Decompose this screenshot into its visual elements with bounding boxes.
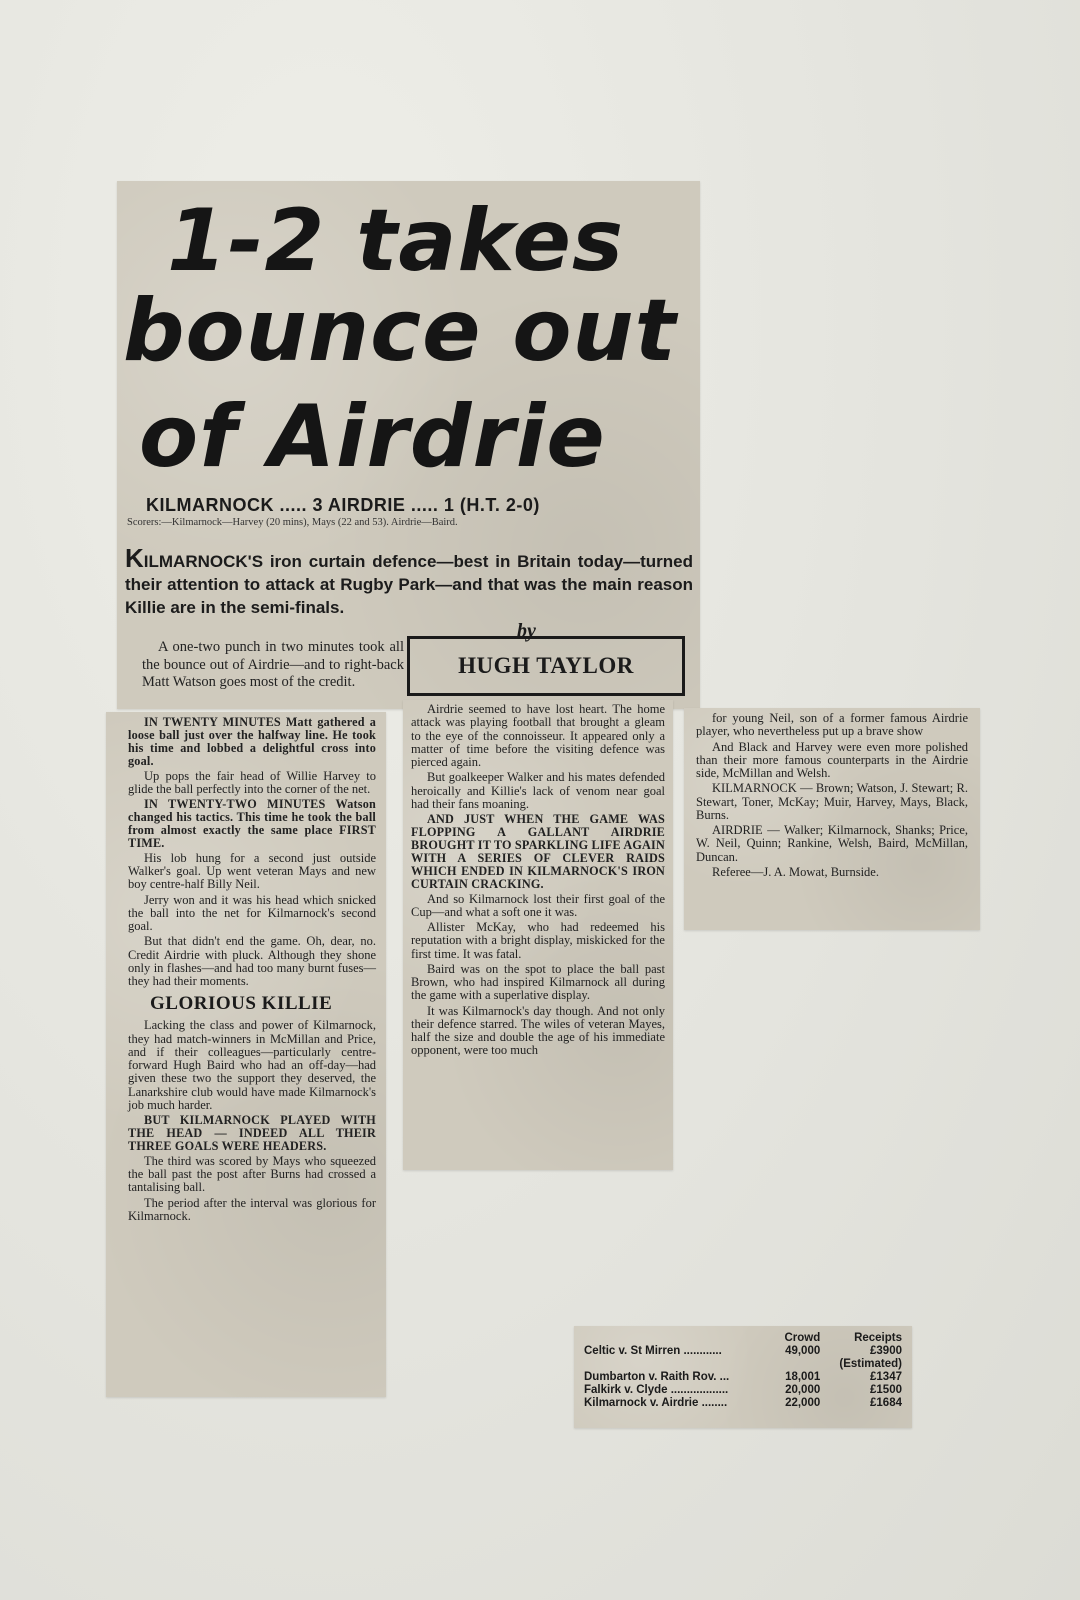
article-paragraph: The period after the interval was glorious for Kilmarnock. xyxy=(128,1195,376,1223)
crowd-receipts-table xyxy=(584,1332,902,1410)
article-paragraph: AND JUST WHEN THE GAME WAS FLOPPING A GALLANT AIRDRIE BROUGHT IT TO SPARKLING LIFE AGAIN WITH A SERIES OF CLEVER RAIDS WHICH ENDED IN KILMARNOCK'S IRON CURTAIN CRACKING. xyxy=(411,812,665,891)
table-row xyxy=(584,1345,902,1358)
article-paragraph: A one-two punch in two minutes took all the bounce out of Airdrie—and to right-back Matt Watson goes most of the credit. xyxy=(142,639,404,691)
receipts-cell: £1500 xyxy=(870,1384,902,1396)
article-paragraph: And Black and Harvey were even more polished than their more famous counterparts in the Airdrie side, McMillan and Welsh. xyxy=(696,739,968,780)
crowd-cell: 49,000 xyxy=(785,1345,821,1357)
article-paragraph: It was Kilmarnock's day though. And not only their defence starred. The wiles of veteran Mayes, half the size and double the age of his immediate opponent, were too much xyxy=(411,1003,665,1058)
table-row xyxy=(584,1358,902,1371)
article-paragraph: Up pops the fair head of Willie Harvey to glide the ball perfectly into the corner of the net. xyxy=(128,768,376,796)
article-paragraph: Jerry won and it was his head which snicked the ball into the net for Kilmarnock's second goal. xyxy=(128,892,376,934)
byline-by: by xyxy=(517,620,536,642)
receipts-cell: £1684 xyxy=(870,1397,902,1409)
article-paragraph: for young Neil, son of a former famous Airdrie player, who nevertheless put up a brave show xyxy=(696,711,968,739)
crowd-cell xyxy=(774,1358,821,1371)
headline-line-3: of Airdrie xyxy=(139,387,606,487)
match-cell: Celtic v. St Mirren ............ xyxy=(584,1345,722,1357)
article-paragraph: Lacking the class and power of Kilmarnock, they had match-winners in McMillan and Price, and if their colleagues—particularly centre-forward Hugh Baird who had an off-day—had given these two the support they deserved, the Lanarkshire club would have made Kilmarnock's job much harder. xyxy=(128,1018,376,1112)
crowd-cell: 22,000 xyxy=(785,1397,821,1409)
table-row xyxy=(584,1384,902,1397)
intro-dropcap: K xyxy=(125,543,144,573)
scorers-line: Scorers:—Kilmarnock—Harvey (20 mins), Mays (22 and 53). Airdrie—Baird. xyxy=(127,517,458,528)
lineup-kilmarnock: KILMARNOCK — Brown; Watson, J. Stewart; R. Stewart, Toner, McKay; Muir, Harvey, Mays, Black, Burns. xyxy=(696,781,968,822)
intro-paragraph xyxy=(125,543,693,619)
crowd-cell: 20,000 xyxy=(785,1384,821,1396)
intro-text: ILMARNOCK'S iron curtain defence—best in Britain today—turned their attention to attack at Rugby Park—and that was the main reason Killie are in the semi-finals. xyxy=(125,552,693,617)
article-paragraph: His lob hung for a second just outside Walker's goal. Up went veteran Mays and new boy centre-half Billy Neil. xyxy=(128,850,376,892)
table-row xyxy=(584,1397,902,1410)
match-cell xyxy=(584,1358,774,1371)
lineup-airdrie: AIRDRIE — Walker; Kilmarnock, Shanks; Price, W. Neil, Quinn; Rankine, Welsh, Baird, McMillan, Duncan. xyxy=(696,823,968,864)
article-paragraph: And so Kilmarnock lost their first goal of the Cup—and what a soft one it was. xyxy=(411,891,665,919)
match-cell: Falkirk v. Clyde .................. xyxy=(584,1384,729,1396)
article-column-3 xyxy=(684,708,980,930)
header-crowd: Crowd xyxy=(784,1332,821,1344)
crowd-receipts-clipping xyxy=(574,1326,912,1428)
article-paragraph: IN TWENTY MINUTES Matt gathered a loose ball just over the halfway line. He took his time and lobbed a delightful cross into goal. xyxy=(128,715,376,768)
article-paragraph: IN TWENTY-TWO MINUTES Watson changed his tactics. This time he took the ball from almost exactly the same place FIRST TIME. xyxy=(128,797,376,850)
match-cell: Kilmarnock v. Airdrie ........ xyxy=(584,1397,728,1409)
article-paragraph: Allister McKay, who had redeemed his reputation with a bright display, miskicked for the first time. It was fatal. xyxy=(411,920,665,961)
byline-author: HUGH TAYLOR xyxy=(407,636,685,696)
receipts-cell: (Estimated) xyxy=(839,1358,902,1370)
receipts-cell: £3900 xyxy=(870,1345,902,1357)
article-column-2 xyxy=(403,700,673,1170)
referee-line: Referee—J. A. Mowat, Burnside. xyxy=(712,864,879,879)
match-cell: Dumbarton v. Raith Rov. ... xyxy=(584,1371,730,1383)
article-paragraph: But that didn't end the game. Oh, dear, no. Credit Airdrie with pluck. Although they shone only in flashes—and had too many burnt fuses—they had their moments. xyxy=(128,934,376,989)
subhead: GLORIOUS KILLIE xyxy=(150,993,333,1015)
header-receipts: Receipts xyxy=(854,1332,902,1344)
crowd-cell: 18,001 xyxy=(785,1371,821,1383)
article-column-1 xyxy=(142,639,404,694)
receipts-cell: £1347 xyxy=(870,1371,902,1383)
article-column-1-continued xyxy=(106,712,386,1397)
headline-line-2: bounce out xyxy=(123,281,677,381)
table-header-row xyxy=(584,1332,902,1345)
article-paragraph: Airdrie seemed to have lost heart. The home attack was playing football that brought a gleam to the eye of the connoisseur. It appeared only a matter of time before the visiting defence was pierced again. xyxy=(411,702,665,769)
score-line: KILMARNOCK ..... 3 AIRDRIE ..... 1 (H.T. 2-0) xyxy=(146,495,540,515)
article-paragraph: BUT KILMARNOCK PLAYED WITH THE HEAD — INDEED ALL THEIR THREE GOALS WERE HEADERS. xyxy=(128,1113,376,1153)
headline-clipping xyxy=(117,181,700,709)
article-paragraph: The third was scored by Mays who squeezed the ball past the post after Burns had crossed a tantalising ball. xyxy=(128,1153,376,1195)
headline-line-1: 1-2 takes xyxy=(167,191,625,291)
table-row xyxy=(584,1371,902,1384)
article-paragraph: But goalkeeper Walker and his mates defended heroically and Killie's lack of venom near goal had their fans moaning. xyxy=(411,770,665,811)
article-paragraph: Baird was on the spot to place the ball past Brown, who had inspired Kilmarnock all during the game with a superlative display. xyxy=(411,961,665,1003)
